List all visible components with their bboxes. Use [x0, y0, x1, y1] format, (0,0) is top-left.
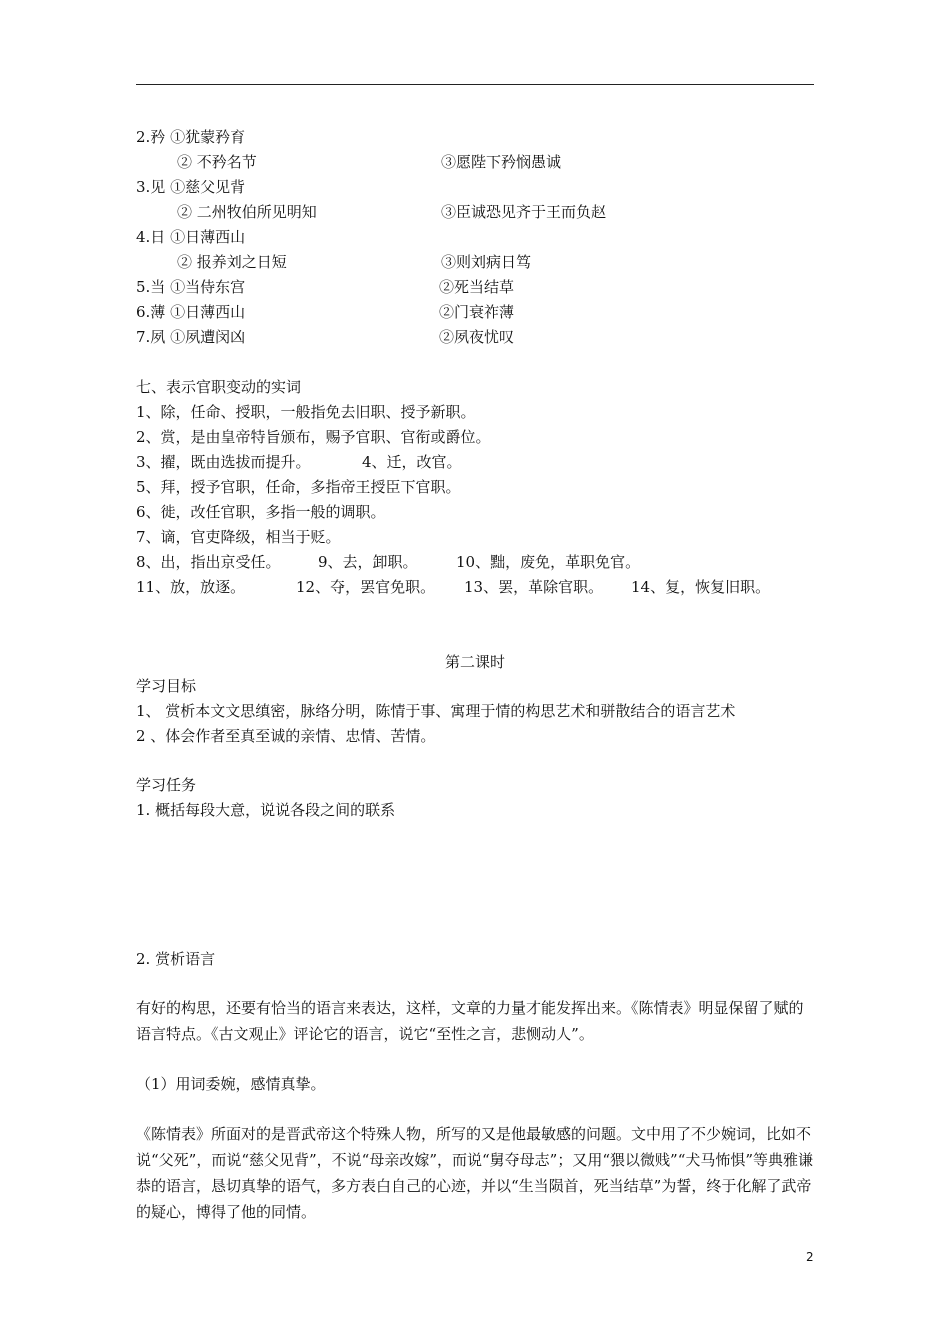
list-item: 6、徙，改任官职，多指一般的调职。 [136, 503, 386, 521]
vocab-sense: ② 不矜名节 [177, 153, 257, 171]
vocab-sense: ③臣诚恐见齐于王而负赵 [441, 203, 607, 221]
list-item: 1、除，任命、授职，一般指免去旧职、授予新职。 [136, 403, 476, 421]
list-item: 2、赏，是由皇帝特旨颁布，赐予官职、官衔或爵位。 [136, 428, 491, 446]
vocab-item-bo: 6.薄 ①日薄西山 [136, 303, 246, 321]
vocab-item-jian: 3.见 ①慈父见背 [136, 178, 246, 196]
header-rule [136, 84, 814, 85]
vocab-item-ri: 4.日 ①日薄西山 [136, 228, 246, 246]
task-item: 2. 赏析语言 [136, 950, 216, 968]
list-item: 12、夺，罢官免职。 [296, 578, 436, 596]
paragraph: 有好的构思，还要有恰当的语言来表达，这样，文章的力量才能发挥出来。《陈情表》明显保留了赋的语言特点。《古文观止》评论它的语言，说它“至性之言，悲恻动人”。 [136, 999, 804, 1043]
goal-item: 1、 赏析本文文思缜密，脉络分明，陈情于事、寓理于情的构思艺术和骈散结合的语言艺术 [136, 702, 736, 720]
vocab-item-su: 7.夙 ①夙遭闵凶 [136, 328, 246, 346]
page-number: 2 [806, 1250, 814, 1264]
vocab-sense: ②门衰祚薄 [439, 303, 515, 321]
list-item: 7、谪，官吏降级，相当于贬。 [136, 528, 341, 546]
section-heading: 七、表示官职变动的实词 [136, 378, 302, 396]
list-item: 13、罢，革除官职。 [464, 578, 604, 596]
list-item: 9、去，卸职。 [318, 553, 418, 571]
list-item: 3、擢，既由选拔而提升。 [136, 453, 311, 471]
lesson-title: 第二课时 [444, 653, 505, 671]
list-item: 4、迁，改官。 [362, 453, 462, 471]
vocab-sense: ②夙夜忧叹 [439, 328, 515, 346]
vocab-sense: ② 二州牧伯所见明知 [177, 203, 317, 221]
goal-item: 2 、体会作者至真至诚的亲情、忠情、苦情。 [136, 727, 436, 745]
list-item: 10、黜，废免，革职免官。 [456, 553, 641, 571]
vocab-sense: ② 报养刘之日短 [177, 253, 287, 271]
subheading: （1）用词委婉，感情真挚。 [136, 1075, 326, 1093]
task-item: 1. 概括每段大意，说说各段之间的联系 [136, 801, 396, 819]
vocab-sense: ②死当结草 [439, 278, 515, 296]
goals-heading: 学习目标 [136, 677, 197, 695]
list-item: 8、出，指出京受任。 [136, 553, 281, 571]
list-item: 11、放，放逐。 [136, 578, 246, 596]
list-item: 14、复，恢复旧职。 [631, 578, 771, 596]
vocab-sense: ③愿陛下矜悯愚诚 [441, 153, 562, 171]
tasks-heading: 学习任务 [136, 776, 197, 794]
vocab-item-dang: 5.当 ①当侍东宫 [136, 278, 246, 296]
vocab-sense: ③则刘病日笃 [441, 253, 532, 271]
list-item: 5、拜，授予官职，任命，多指帝王授臣下官职。 [136, 478, 461, 496]
paragraph: 《陈情表》所面对的是晋武帝这个特殊人物，所写的又是他最敏感的问题。文中用了不少婉词，比如不说“父死”，而说“慈父见背”，不说“母亲改嫁”，而说“舅夺母志”；又用“猥以微贱”“犬马怖惧”等典雅谦恭的语言，恳切真挚的语气，多方表白自己的心迹，并以“生当陨首，死当结草”为誓，终于化解了武帝的疑心，博得了他的同情。 [136, 1125, 814, 1221]
vocab-item-jin: 2.矜 ①犹蒙矜育 [136, 128, 246, 146]
